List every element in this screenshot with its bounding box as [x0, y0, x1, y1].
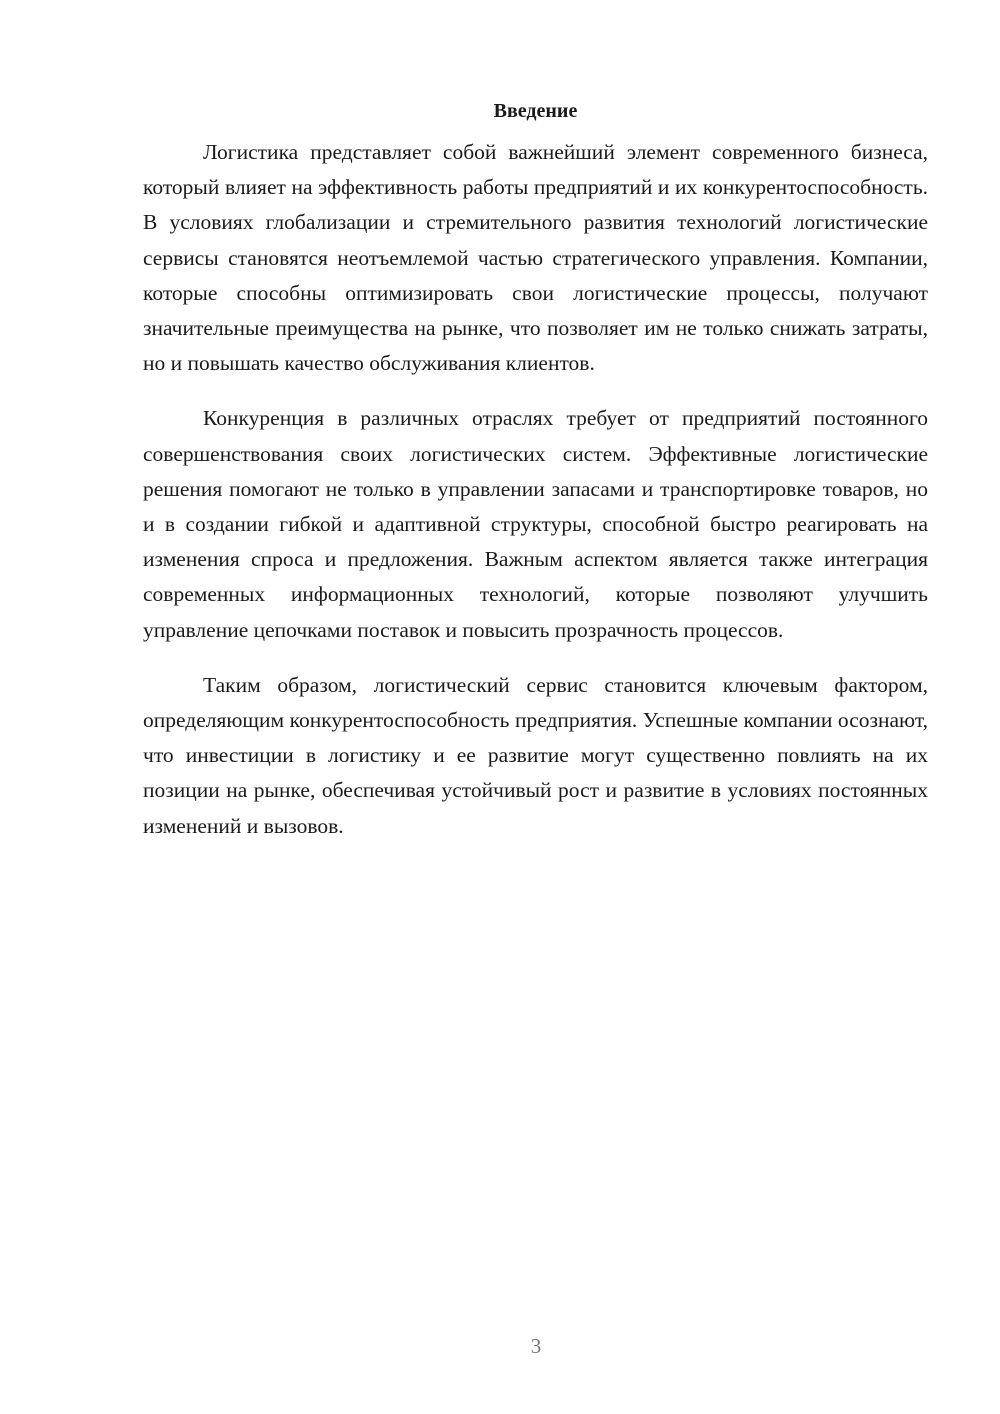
section-title: Введение — [493, 100, 578, 122]
paragraph-1: Логистика представляет собой важнейший элемент современного бизнеса, который влияет на эффективность работы предприятий и их конкурентоспособность. В условиях глобализации и стремительного развития технологий логистические сервисы становятся неотъемлемой частью стратегического управления. Компании, которые способны оптимизировать свои логистические процессы, получают значительные преимущества на рынке, что позволяет им не только снижать затраты, но и повышать качество обслуживания клиентов. — [143, 140, 928, 376]
page-number: 3 — [530, 1334, 542, 1358]
paragraph-3: Таким образом, логистический сервис становится ключевым фактором, определяющим конкурентоспособность предприятия. Успешные компании осознают, что инвестиции в логистику и ее развитие могут существенно повлиять на их позиции на рынке, обеспечивая устойчивый рост и развитие в условиях постоянных изменений и вызовов. — [143, 672, 928, 838]
page-content — [143, 97, 928, 864]
paragraph-2: Конкуренция в различных отраслях требует от предприятий постоянного совершенствования своих логистических систем. Эффективные логистические решения помогают не только в управлении запасами и транспортировке товаров, но и в создании гибкой и адаптивной структуры, способной быстро реагировать на изменения спроса и предложения. Важным аспектом является также интеграция современных информационных технологий, которые позволяют улучшить управление цепочками поставок и повысить прозрачность процессов. — [143, 406, 928, 642]
